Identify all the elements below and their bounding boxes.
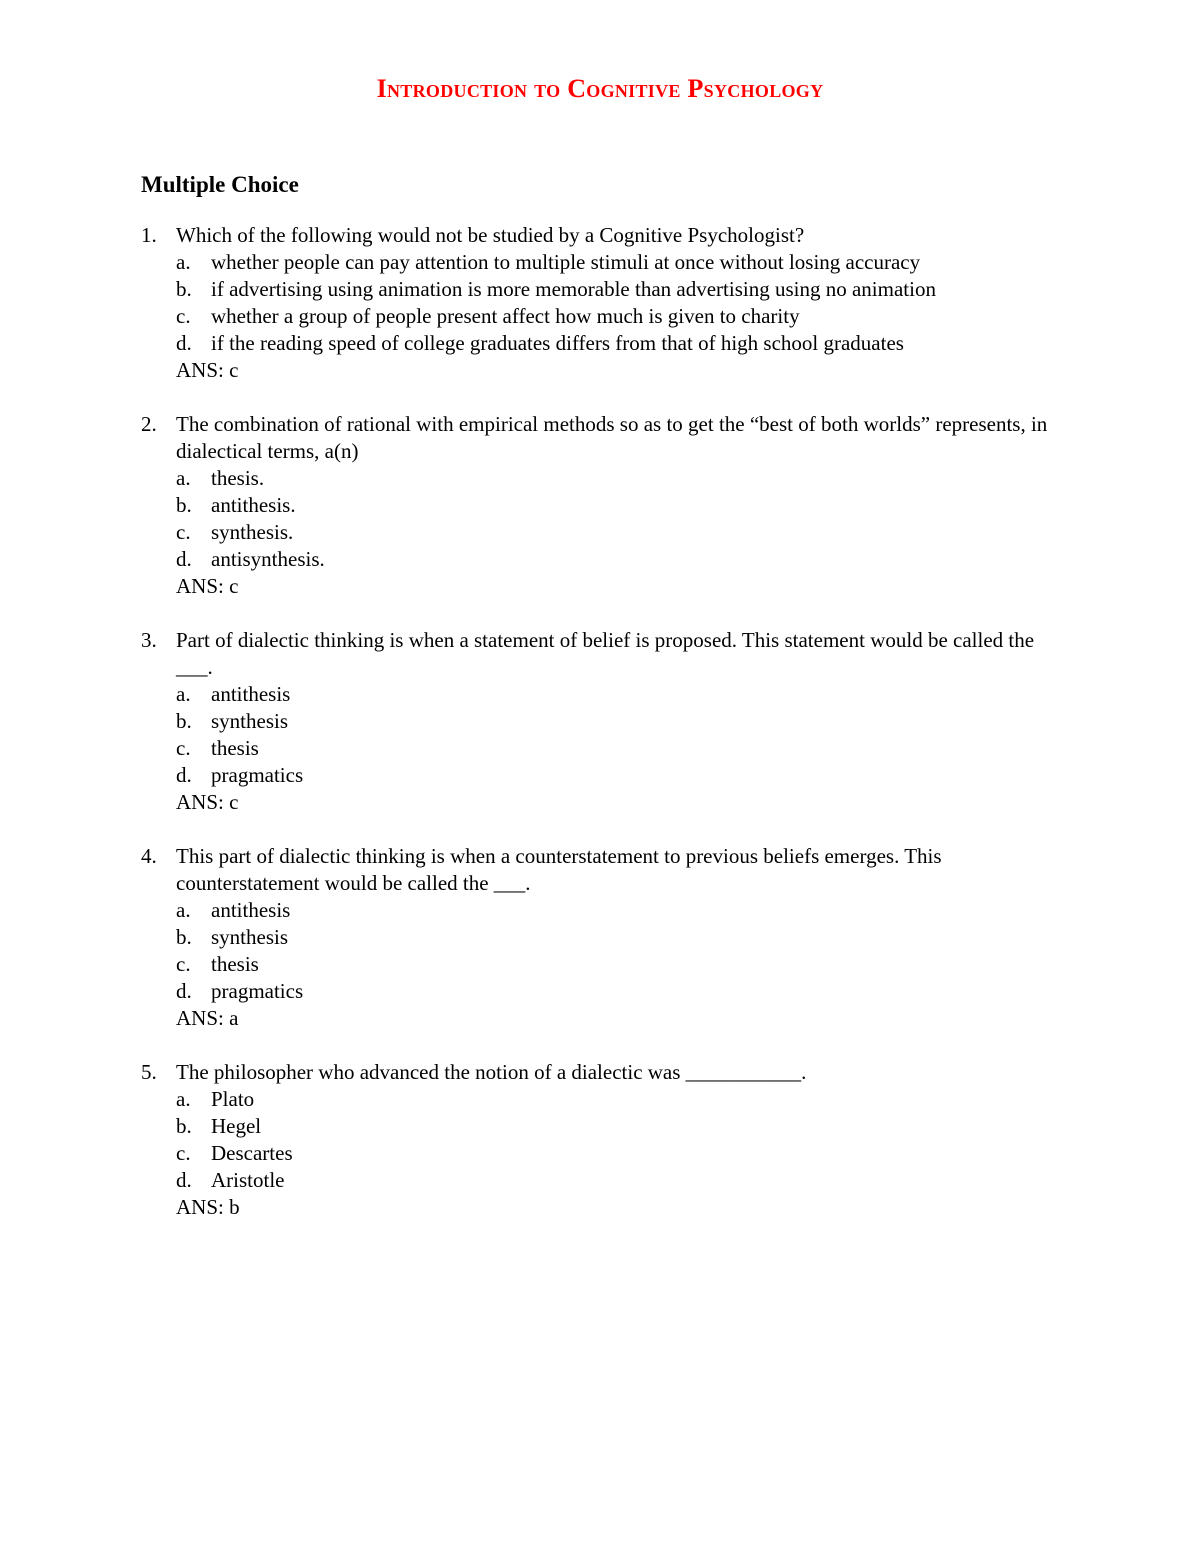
question-number: 1. bbox=[141, 223, 157, 247]
option-b bbox=[176, 276, 1061, 303]
option-text: whether a group of people present affect how much is given to charity bbox=[211, 304, 800, 328]
option-text: antithesis. bbox=[211, 493, 296, 517]
answer-key: ANS: c bbox=[176, 790, 239, 814]
option-letter: a. bbox=[176, 898, 191, 922]
answer-key: ANS: c bbox=[176, 358, 239, 382]
answer-key: ANS: a bbox=[176, 1006, 239, 1030]
question-number: 2. bbox=[141, 412, 157, 436]
option-text: whether people can pay attention to multiple stimuli at once without losing accuracy bbox=[211, 250, 921, 274]
option-list bbox=[141, 681, 1061, 789]
option-letter: a. bbox=[176, 466, 191, 490]
question-text: The philosopher who advanced the notion of a dialectic was ___________. bbox=[176, 1060, 807, 1084]
question-3 bbox=[141, 627, 1061, 816]
option-text: thesis. bbox=[211, 466, 265, 490]
option-text: antithesis bbox=[211, 898, 291, 922]
option-letter: b. bbox=[176, 277, 192, 301]
option-c bbox=[176, 303, 1061, 330]
option-d bbox=[176, 546, 1061, 573]
section-heading: Multiple Choice bbox=[141, 172, 299, 197]
option-c bbox=[176, 735, 1061, 762]
option-d bbox=[176, 330, 1061, 357]
option-b bbox=[176, 924, 1061, 951]
option-letter: c. bbox=[176, 952, 191, 976]
option-text: Aristotle bbox=[211, 1168, 285, 1192]
option-text: if the reading speed of college graduates differs from that of high school graduates bbox=[211, 331, 904, 355]
option-text: Hegel bbox=[211, 1114, 262, 1138]
option-text: Plato bbox=[211, 1087, 255, 1111]
option-letter: a. bbox=[176, 250, 191, 274]
option-list bbox=[141, 1086, 1061, 1194]
option-c bbox=[176, 519, 1061, 546]
question-text: Part of dialectic thinking is when a statement of belief is proposed. This statement would be called the ___. bbox=[176, 628, 1035, 679]
question-text: This part of dialectic thinking is when a counterstatement to previous beliefs emerges. This counterstatement would be called the ___. bbox=[176, 844, 942, 895]
option-a bbox=[176, 249, 1061, 276]
option-list bbox=[141, 249, 1061, 357]
option-letter: c. bbox=[176, 1141, 191, 1165]
answer-key: ANS: c bbox=[176, 574, 239, 598]
option-text: synthesis bbox=[211, 925, 289, 949]
option-a bbox=[176, 465, 1061, 492]
option-list bbox=[141, 897, 1061, 1005]
option-text: synthesis. bbox=[211, 520, 294, 544]
option-letter: d. bbox=[176, 331, 192, 355]
question-number: 5. bbox=[141, 1060, 157, 1084]
question-5 bbox=[141, 1059, 1061, 1221]
option-a bbox=[176, 681, 1061, 708]
option-text: Descartes bbox=[211, 1141, 293, 1165]
option-c bbox=[176, 951, 1061, 978]
option-letter: c. bbox=[176, 304, 191, 328]
question-text: Which of the following would not be studied by a Cognitive Psychologist? bbox=[176, 223, 805, 247]
option-a bbox=[176, 1086, 1061, 1113]
option-letter: b. bbox=[176, 925, 192, 949]
option-d bbox=[176, 1167, 1061, 1194]
question-stem bbox=[141, 627, 1061, 681]
option-letter: c. bbox=[176, 520, 191, 544]
question-4 bbox=[141, 843, 1061, 1032]
option-letter: c. bbox=[176, 736, 191, 760]
option-a bbox=[176, 897, 1061, 924]
option-b bbox=[176, 708, 1061, 735]
page-title: Introduction to Cognitive Psychology bbox=[376, 74, 824, 103]
question-stem bbox=[141, 1059, 1061, 1086]
option-text: pragmatics bbox=[211, 763, 304, 787]
option-text: thesis bbox=[211, 736, 259, 760]
option-d bbox=[176, 978, 1061, 1005]
answer-key: ANS: b bbox=[176, 1195, 240, 1219]
question-1 bbox=[141, 222, 1061, 384]
question-text: The combination of rational with empirical methods so as to get the “best of both worlds” represents, in dialectical terms, a(n) bbox=[176, 412, 1048, 463]
option-letter: b. bbox=[176, 709, 192, 733]
option-c bbox=[176, 1140, 1061, 1167]
option-letter: d. bbox=[176, 979, 192, 1003]
option-text: antithesis bbox=[211, 682, 291, 706]
option-text: thesis bbox=[211, 952, 259, 976]
option-letter: d. bbox=[176, 547, 192, 571]
option-list bbox=[141, 465, 1061, 573]
option-b bbox=[176, 1113, 1061, 1140]
option-text: synthesis bbox=[211, 709, 289, 733]
question-number: 3. bbox=[141, 628, 157, 652]
question-number: 4. bbox=[141, 844, 157, 868]
option-letter: a. bbox=[176, 1087, 191, 1111]
option-letter: b. bbox=[176, 1114, 192, 1138]
option-letter: d. bbox=[176, 1168, 192, 1192]
option-b bbox=[176, 492, 1061, 519]
option-text: pragmatics bbox=[211, 979, 304, 1003]
question-stem bbox=[141, 411, 1061, 465]
option-letter: b. bbox=[176, 493, 192, 517]
option-text: if advertising using animation is more memorable than advertising using no animation bbox=[211, 277, 936, 301]
option-d bbox=[176, 762, 1061, 789]
option-text: antisynthesis. bbox=[211, 547, 325, 571]
question-list bbox=[141, 222, 1061, 1248]
question-2 bbox=[141, 411, 1061, 600]
question-stem bbox=[141, 843, 1061, 897]
question-stem bbox=[141, 222, 1061, 249]
option-letter: a. bbox=[176, 682, 191, 706]
option-letter: d. bbox=[176, 763, 192, 787]
